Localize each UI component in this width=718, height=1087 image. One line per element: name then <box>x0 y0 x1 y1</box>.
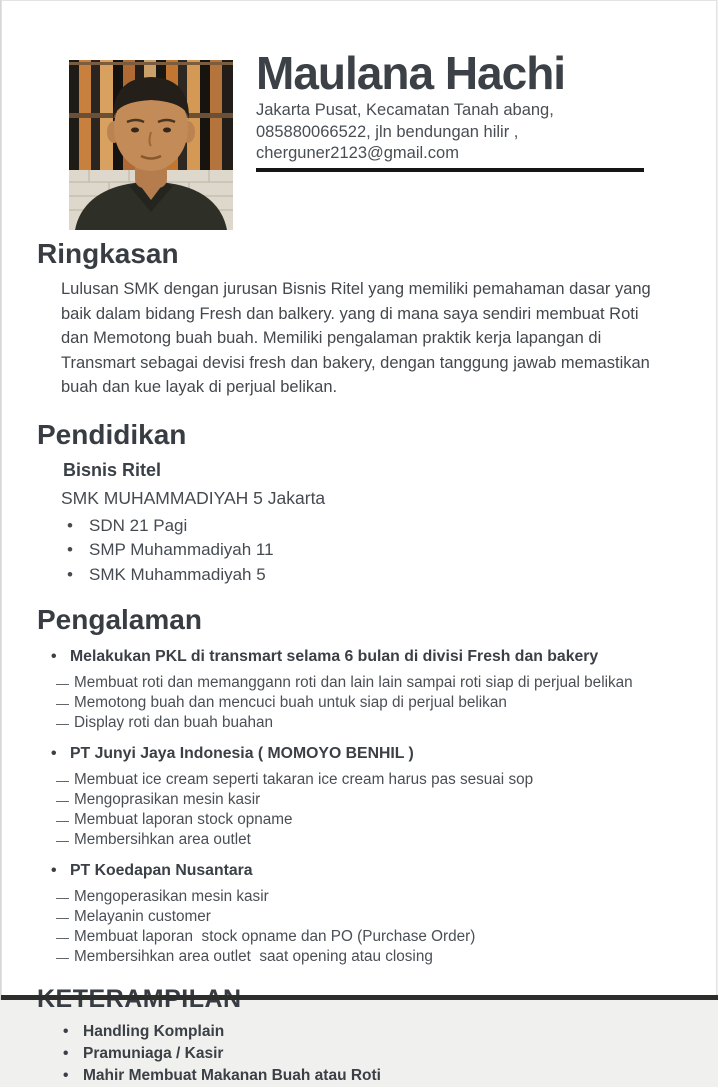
contact-info <box>256 100 664 165</box>
education-list <box>67 514 717 588</box>
experience-job <box>1 647 717 733</box>
job-duties <box>56 887 717 967</box>
skill-item: • Pramuniaga / Kasir <box>63 1043 717 1065</box>
identity-block <box>256 48 664 172</box>
skill-item: • Mahir Membuat Makanan Buah atau Roti <box>63 1065 717 1087</box>
summary-title: Ringkasan <box>37 238 179 269</box>
profile-photo-illustration <box>69 60 233 230</box>
job-duties <box>56 770 717 850</box>
skills-list <box>63 1021 717 1087</box>
contact-phone: 085880066522, jln bendungan hilir , <box>256 122 519 141</box>
bottom-edge-bar <box>1 995 718 1000</box>
education-major: Bisnis Ritel <box>63 459 162 480</box>
job-duty: — Melayanin customer <box>56 907 717 927</box>
job-duty: — Membuat roti dan memanggann roti dan lain lain sampai roti siap di perjual belikan <box>56 673 717 693</box>
job-duty: — Mengoperasikan mesin kasir <box>56 887 717 907</box>
person-name: Maulana Hachi <box>256 47 566 99</box>
profile-photo <box>69 60 233 230</box>
job-duty: — Membuat ice cream seperti takaran ice cream harus pas sesuai sop <box>56 770 717 790</box>
job-duty: — Membuat laporan stock opname dan PO (Purchase Order) <box>56 927 717 947</box>
skill-item: • Handling Komplain <box>63 1021 717 1043</box>
summary-text: Lulusan SMK dengan jurusan Bisnis Ritel yang memiliki pemahaman dasar yang baik dalam bidang Fresh dan balkery. yang di mana saya sendiri membuat Roti dan Memotong buah buah. Memiliki pengalaman praktik kerja lapangan di Transmart sebagai devisi fresh dan bakery, dengan tanggung jawab memastikan buah dan kue layak di perjual belikan. <box>61 280 651 396</box>
section-summary <box>1 238 717 400</box>
education-school: SMK MUHAMMADIYAH 5 Jakarta <box>61 487 326 508</box>
experience-job <box>1 744 717 850</box>
experience-job <box>1 861 717 967</box>
job-duties <box>56 673 717 733</box>
contact-email: cherguner2123@gmail.com <box>256 144 459 162</box>
job-title: • PT Junyi Jaya Indonesia ( MOMOYO BENHIL ) <box>51 744 717 763</box>
section-experience <box>1 604 717 967</box>
job-duty: — Membersihkan area outlet <box>56 830 717 850</box>
section-education <box>1 419 717 588</box>
resume-header <box>1 0 717 238</box>
education-item: • SMK Muhammadiyah 5 <box>67 563 717 588</box>
experience-title: Pengalaman <box>37 604 202 635</box>
education-item: • SDN 21 Pagi <box>67 514 717 539</box>
contact-address: Jakarta Pusat, Kecamatan Tanah abang, <box>256 101 554 119</box>
header-divider <box>256 168 644 172</box>
job-duty: — Membuat laporan stock opname <box>56 810 717 830</box>
job-title: • PT Koedapan Nusantara <box>51 861 717 880</box>
education-item: • SMP Muhammadiyah 11 <box>67 538 717 563</box>
job-title: • Melakukan PKL di transmart selama 6 bulan di divisi Fresh dan bakery <box>51 647 717 666</box>
job-duty: — Mengoprasikan mesin kasir <box>56 790 717 810</box>
job-duty: — Membersihkan area outlet saat opening atau closing <box>56 947 717 967</box>
job-duty: — Memotong buah dan mencuci buah untuk siap di perjual belikan <box>56 693 717 713</box>
education-title: Pendidikan <box>37 418 187 450</box>
job-duty: — Display roti dan buah buahan <box>56 713 717 733</box>
